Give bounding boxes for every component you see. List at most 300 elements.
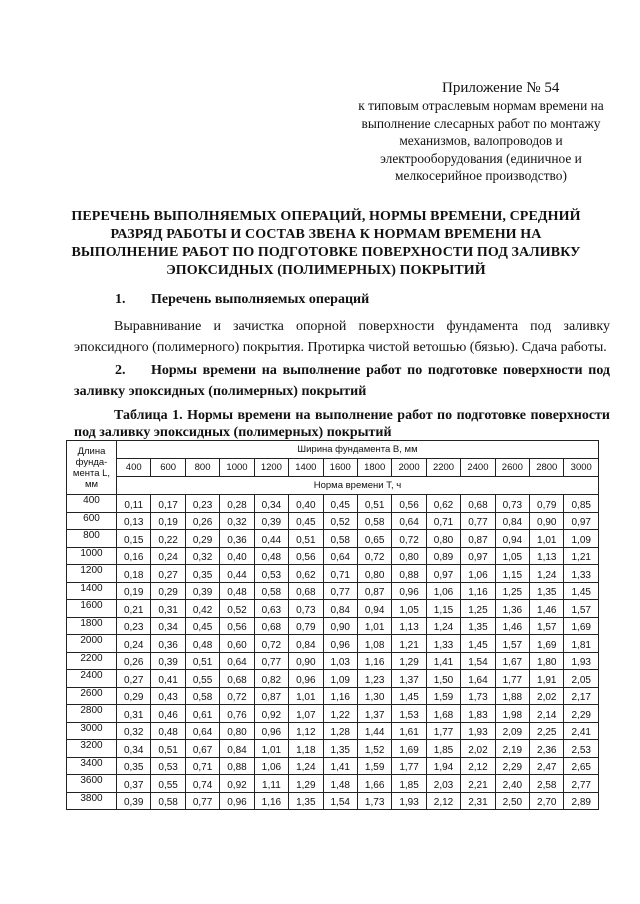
- norm-value-cell: 0,45: [289, 512, 323, 530]
- table-caption: Таблица 1. Нормы времени на выполнение работ по подготовке поверхности под заливку эпоксидных (полимерных) покрытий: [74, 408, 610, 440]
- norm-value-cell: 1,44: [357, 722, 391, 740]
- norm-value-cell: 0,62: [426, 495, 460, 513]
- norm-value-cell: 0,64: [220, 652, 254, 670]
- length-cell: 600: [67, 512, 117, 530]
- length-cell: 3400: [67, 757, 117, 775]
- norm-value-cell: 0,97: [426, 565, 460, 583]
- length-cell: 1000: [67, 547, 117, 565]
- norm-value-cell: 0,80: [220, 722, 254, 740]
- table-row: [67, 670, 599, 688]
- section-2-heading: [74, 360, 610, 402]
- norm-value-cell: 2,21: [461, 775, 495, 793]
- norm-value-cell: 0,94: [357, 600, 391, 618]
- norm-value-cell: 1,13: [392, 617, 426, 635]
- table-row: [67, 495, 599, 513]
- norm-value-cell: 1,93: [392, 792, 426, 810]
- norm-value-cell: 2,19: [495, 740, 529, 758]
- norm-value-cell: 0,48: [185, 635, 219, 653]
- norm-value-cell: 0,84: [495, 512, 529, 530]
- norm-value-cell: 1,16: [323, 687, 357, 705]
- norm-value-cell: 0,77: [323, 582, 357, 600]
- norm-value-cell: 0,64: [185, 722, 219, 740]
- norm-value-cell: 1,80: [530, 652, 564, 670]
- norm-value-cell: 1,11: [254, 775, 288, 793]
- norm-value-cell: 0,94: [495, 530, 529, 548]
- norm-value-cell: 0,21: [117, 600, 151, 618]
- norm-value-cell: 0,29: [117, 687, 151, 705]
- norm-value-cell: 0,40: [220, 547, 254, 565]
- norm-value-cell: 0,51: [185, 652, 219, 670]
- norm-value-cell: 0,79: [530, 495, 564, 513]
- norm-value-cell: 0,51: [357, 495, 391, 513]
- table-row: [67, 722, 599, 740]
- norm-value-cell: 0,22: [151, 530, 185, 548]
- norm-value-cell: 0,62: [289, 565, 323, 583]
- norm-value-cell: 0,74: [185, 775, 219, 793]
- norm-value-cell: 0,42: [185, 600, 219, 618]
- norm-value-cell: 0,61: [185, 705, 219, 723]
- norm-value-cell: 0,52: [323, 512, 357, 530]
- norm-value-cell: 1,28: [323, 722, 357, 740]
- norm-value-cell: 1,08: [357, 635, 391, 653]
- norm-value-cell: 1,98: [495, 705, 529, 723]
- norm-value-cell: 1,25: [461, 600, 495, 618]
- table-row: [67, 687, 599, 705]
- norm-value-cell: 0,19: [117, 582, 151, 600]
- norm-value-cell: 0,84: [323, 600, 357, 618]
- norm-value-cell: 0,32: [117, 722, 151, 740]
- norm-value-cell: 1,01: [289, 687, 323, 705]
- norm-value-cell: 0,44: [254, 530, 288, 548]
- norm-value-cell: 0,39: [117, 792, 151, 810]
- table-row: [67, 582, 599, 600]
- norm-value-cell: 2,77: [564, 775, 599, 793]
- norm-value-cell: 1,29: [392, 652, 426, 670]
- section-1-number: 1.: [115, 292, 126, 307]
- norm-value-cell: 0,89: [426, 547, 460, 565]
- norm-header: Норма времени T, ч: [117, 477, 599, 495]
- norm-value-cell: 0,29: [151, 582, 185, 600]
- length-cell: 1200: [67, 565, 117, 583]
- norm-value-cell: 1,77: [392, 757, 426, 775]
- table-row: [67, 617, 599, 635]
- length-cell: 1600: [67, 600, 117, 618]
- norm-value-cell: 0,36: [220, 530, 254, 548]
- norm-value-cell: 2,70: [530, 792, 564, 810]
- norm-value-cell: 2,31: [461, 792, 495, 810]
- norms-table: [66, 440, 599, 810]
- norm-value-cell: 1,52: [357, 740, 391, 758]
- norm-value-cell: 1,15: [426, 600, 460, 618]
- norm-value-cell: 1,06: [461, 565, 495, 583]
- norm-value-cell: 0,88: [392, 565, 426, 583]
- norm-value-cell: 0,48: [254, 547, 288, 565]
- norm-value-cell: 2,02: [461, 740, 495, 758]
- norm-value-cell: 2,41: [564, 722, 599, 740]
- norm-value-cell: 0,58: [185, 687, 219, 705]
- section-1-text: Выравнивание и зачистка опорной поверхности фундамента под заливку эпоксидного (полимерного) покрытия. Протирка чистой ветошью (бязью). Сдача работы.: [74, 319, 610, 355]
- norm-value-cell: 1,69: [530, 635, 564, 653]
- norm-value-cell: 0,36: [151, 635, 185, 653]
- norm-value-cell: 1,09: [323, 670, 357, 688]
- norm-value-cell: 1,66: [357, 775, 391, 793]
- length-cell: 2000: [67, 635, 117, 653]
- norm-value-cell: 1,01: [530, 530, 564, 548]
- length-cell: 3000: [67, 722, 117, 740]
- table-row: [67, 512, 599, 530]
- length-cell: 2400: [67, 670, 117, 688]
- norm-value-cell: 0,34: [117, 740, 151, 758]
- width-col-header: 2000: [392, 459, 426, 477]
- norm-value-cell: 0,64: [323, 547, 357, 565]
- norm-value-cell: 0,55: [151, 775, 185, 793]
- width-col-header: 2400: [461, 459, 495, 477]
- table-row: [67, 652, 599, 670]
- norm-value-cell: 1,18: [289, 740, 323, 758]
- norm-value-cell: 0,71: [426, 512, 460, 530]
- norm-value-cell: 2,40: [495, 775, 529, 793]
- norm-value-cell: 0,23: [117, 617, 151, 635]
- norm-value-cell: 1,30: [357, 687, 391, 705]
- norm-value-cell: 1,15: [495, 565, 529, 583]
- norm-value-cell: 0,28: [220, 495, 254, 513]
- norm-value-cell: 0,97: [461, 547, 495, 565]
- norm-value-cell: 0,39: [185, 582, 219, 600]
- norm-value-cell: 0,31: [117, 705, 151, 723]
- norm-value-cell: 0,84: [220, 740, 254, 758]
- norm-value-cell: 1,01: [254, 740, 288, 758]
- norm-value-cell: 0,31: [151, 600, 185, 618]
- width-col-header: 1000: [220, 459, 254, 477]
- norm-value-cell: 2,12: [461, 757, 495, 775]
- width-col-header: 2800: [530, 459, 564, 477]
- norm-value-cell: 2,12: [426, 792, 460, 810]
- norm-value-cell: 1,88: [495, 687, 529, 705]
- norm-value-cell: 1,69: [392, 740, 426, 758]
- norm-value-cell: 1,69: [564, 617, 599, 635]
- norm-value-cell: 0,56: [220, 617, 254, 635]
- norm-value-cell: 0,63: [254, 600, 288, 618]
- norm-value-cell: 1,57: [530, 617, 564, 635]
- norm-value-cell: 0,67: [185, 740, 219, 758]
- norm-value-cell: 1,35: [289, 792, 323, 810]
- norm-value-cell: 0,60: [220, 635, 254, 653]
- norm-value-cell: 0,88: [220, 757, 254, 775]
- norm-value-cell: 0,51: [289, 530, 323, 548]
- norm-value-cell: 0,45: [323, 495, 357, 513]
- norm-value-cell: 0,43: [151, 687, 185, 705]
- table-row: [67, 740, 599, 758]
- width-col-header: 1800: [357, 459, 391, 477]
- norm-value-cell: 1,33: [426, 635, 460, 653]
- norm-value-cell: 0,85: [564, 495, 599, 513]
- norm-value-cell: 1,29: [289, 775, 323, 793]
- width-col-header: 400: [117, 459, 151, 477]
- norm-value-cell: 1,53: [392, 705, 426, 723]
- norm-value-cell: 0,51: [151, 740, 185, 758]
- norm-value-cell: 0,68: [254, 617, 288, 635]
- norm-value-cell: 1,93: [564, 652, 599, 670]
- norm-value-cell: 1,57: [495, 635, 529, 653]
- norm-value-cell: 1,54: [461, 652, 495, 670]
- norm-value-cell: 1,23: [357, 670, 391, 688]
- table-row: [67, 530, 599, 548]
- norm-value-cell: 1,09: [564, 530, 599, 548]
- norm-value-cell: 0,92: [220, 775, 254, 793]
- table-row: [67, 705, 599, 723]
- norm-value-cell: 2,65: [564, 757, 599, 775]
- norm-value-cell: 0,90: [323, 617, 357, 635]
- norm-value-cell: 1,93: [461, 722, 495, 740]
- table-row: [67, 757, 599, 775]
- norm-value-cell: 1,06: [254, 757, 288, 775]
- norm-value-cell: 0,17: [151, 495, 185, 513]
- norm-value-cell: 0,34: [254, 495, 288, 513]
- norm-value-cell: 0,35: [185, 565, 219, 583]
- norm-value-cell: 0,48: [220, 582, 254, 600]
- norm-value-cell: 0,58: [151, 792, 185, 810]
- norm-value-cell: 1,35: [461, 617, 495, 635]
- norm-value-cell: 2,05: [564, 670, 599, 688]
- norm-value-cell: 1,35: [323, 740, 357, 758]
- norm-value-cell: 1,73: [357, 792, 391, 810]
- length-cell: 1400: [67, 582, 117, 600]
- norm-value-cell: 0,34: [151, 617, 185, 635]
- norm-value-cell: 2,36: [530, 740, 564, 758]
- table-body: [67, 495, 599, 810]
- norm-value-cell: 0,27: [151, 565, 185, 583]
- norm-value-cell: 2,29: [564, 705, 599, 723]
- norm-value-cell: 0,97: [564, 512, 599, 530]
- norm-value-cell: 1,13: [530, 547, 564, 565]
- norm-value-cell: 0,56: [289, 547, 323, 565]
- length-cell: 3600: [67, 775, 117, 793]
- norm-value-cell: 0,77: [461, 512, 495, 530]
- norm-value-cell: 1,57: [564, 600, 599, 618]
- table-row: [67, 775, 599, 793]
- norm-value-cell: 0,41: [151, 670, 185, 688]
- norm-value-cell: 0,84: [289, 635, 323, 653]
- length-cell: 2800: [67, 705, 117, 723]
- width-header: Ширина фундамента B, мм: [117, 441, 599, 459]
- norm-value-cell: 1,48: [323, 775, 357, 793]
- norm-value-cell: 1,85: [426, 740, 460, 758]
- norm-value-cell: 0,87: [461, 530, 495, 548]
- norm-value-cell: 0,87: [357, 582, 391, 600]
- norm-value-cell: 1,61: [392, 722, 426, 740]
- width-col-header: 3000: [564, 459, 599, 477]
- norm-value-cell: 1,41: [426, 652, 460, 670]
- norm-value-cell: 1,36: [495, 600, 529, 618]
- section-1-title: Перечень выполняемых операций: [151, 292, 370, 307]
- norm-value-cell: 0,96: [254, 722, 288, 740]
- norm-value-cell: 0,46: [151, 705, 185, 723]
- norm-value-cell: 2,25: [530, 722, 564, 740]
- section-2-number: 2.: [115, 363, 126, 378]
- table-row: [67, 547, 599, 565]
- norm-value-cell: 0,68: [289, 582, 323, 600]
- norm-value-cell: 1,24: [426, 617, 460, 635]
- norm-value-cell: 0,77: [254, 652, 288, 670]
- length-cell: 3200: [67, 740, 117, 758]
- length-cell: 3800: [67, 792, 117, 810]
- norm-value-cell: 2,14: [530, 705, 564, 723]
- norm-value-cell: 2,50: [495, 792, 529, 810]
- norm-value-cell: 0,96: [392, 582, 426, 600]
- norm-value-cell: 0,44: [220, 565, 254, 583]
- norm-value-cell: 0,79: [289, 617, 323, 635]
- norm-value-cell: 0,48: [151, 722, 185, 740]
- norm-value-cell: 0,73: [289, 600, 323, 618]
- norm-value-cell: 1,37: [357, 705, 391, 723]
- norm-value-cell: 0,32: [220, 512, 254, 530]
- norm-value-cell: 1,94: [426, 757, 460, 775]
- norm-value-cell: 2,89: [564, 792, 599, 810]
- norm-value-cell: 1,85: [392, 775, 426, 793]
- norm-value-cell: 1,59: [426, 687, 460, 705]
- norm-value-cell: 0,26: [117, 652, 151, 670]
- table-row: [67, 600, 599, 618]
- width-col-header: 2600: [495, 459, 529, 477]
- norm-value-cell: 1,41: [323, 757, 357, 775]
- norm-value-cell: 1,16: [254, 792, 288, 810]
- length-cell: 1800: [67, 617, 117, 635]
- length-cell: 2600: [67, 687, 117, 705]
- norm-value-cell: 2,47: [530, 757, 564, 775]
- norm-value-cell: 0,24: [117, 635, 151, 653]
- norm-value-cell: 2,02: [530, 687, 564, 705]
- width-values-row: [67, 459, 599, 477]
- norm-value-cell: 1,64: [461, 670, 495, 688]
- norm-value-cell: 1,67: [495, 652, 529, 670]
- norm-value-cell: 0,87: [254, 687, 288, 705]
- norm-value-cell: 1,77: [495, 670, 529, 688]
- norm-value-cell: 0,96: [323, 635, 357, 653]
- width-col-header: 600: [151, 459, 185, 477]
- norm-value-cell: 0,39: [254, 512, 288, 530]
- norm-value-cell: 0,71: [185, 757, 219, 775]
- norm-value-cell: 1,77: [426, 722, 460, 740]
- norm-value-cell: 1,03: [323, 652, 357, 670]
- norm-value-cell: 0,80: [426, 530, 460, 548]
- norm-value-cell: 0,32: [185, 547, 219, 565]
- norm-value-cell: 0,72: [220, 687, 254, 705]
- norm-value-cell: 0,18: [117, 565, 151, 583]
- length-cell: 800: [67, 530, 117, 548]
- norm-value-cell: 1,35: [530, 582, 564, 600]
- norm-value-cell: 0,19: [151, 512, 185, 530]
- norm-value-cell: 0,72: [254, 635, 288, 653]
- norm-value-cell: 0,45: [185, 617, 219, 635]
- norm-value-cell: 0,37: [117, 775, 151, 793]
- norm-value-cell: 0,53: [254, 565, 288, 583]
- norm-value-cell: 0,29: [185, 530, 219, 548]
- norm-value-cell: 1,54: [323, 792, 357, 810]
- table-row: [67, 792, 599, 810]
- norm-value-cell: 1,12: [289, 722, 323, 740]
- norm-value-cell: 1,24: [289, 757, 323, 775]
- norm-value-cell: 0,71: [323, 565, 357, 583]
- norm-value-cell: 0,27: [117, 670, 151, 688]
- norm-value-cell: 0,52: [220, 600, 254, 618]
- document-title: ПЕРЕЧЕНЬ ВЫПОЛНЯЕМЫХ ОПЕРАЦИЙ, НОРМЫ ВРЕМЕНИ, СРЕДНИЙ РАЗРЯД РАБОТЫ И СОСТАВ ЗВЕНА К НОРМАМ ВРЕМЕНИ НА ВЫПОЛНЕНИЕ РАБОТ ПО ПОДГОТОВКЕ ПОВЕРХНОСТИ ПОД ЗАЛИВКУ ЭПОКСИДНЫХ (ПОЛИМЕРНЫХ) ПОКРЫТИЙ: [71, 209, 581, 278]
- norm-value-cell: 0,72: [392, 530, 426, 548]
- norm-value-cell: 0,90: [530, 512, 564, 530]
- norm-value-cell: 0,96: [220, 792, 254, 810]
- norm-value-cell: 1,50: [426, 670, 460, 688]
- length-header: Длина фунда- мента L, мм: [67, 441, 117, 495]
- norm-value-cell: 1,68: [426, 705, 460, 723]
- norm-value-cell: 0,15: [117, 530, 151, 548]
- norm-value-cell: 0,13: [117, 512, 151, 530]
- norm-value-cell: 1,07: [289, 705, 323, 723]
- norm-value-cell: 0,96: [289, 670, 323, 688]
- norm-value-cell: 1,21: [564, 547, 599, 565]
- norm-value-cell: 1,16: [461, 582, 495, 600]
- norm-value-cell: 1,06: [426, 582, 460, 600]
- norm-value-cell: 1,45: [392, 687, 426, 705]
- norm-value-cell: 0,82: [254, 670, 288, 688]
- norm-value-cell: 0,65: [357, 530, 391, 548]
- norm-value-cell: 0,56: [392, 495, 426, 513]
- norm-value-cell: 0,68: [220, 670, 254, 688]
- appendix-subtitle: к типовым отраслевым нормам времени на выполнение слесарных работ по монтажу механизмов, валопроводов и электрооборудования (единичное и мелкосерийное производство): [358, 98, 604, 184]
- width-col-header: 1600: [323, 459, 357, 477]
- table-row: [67, 635, 599, 653]
- norm-value-cell: 1,91: [530, 670, 564, 688]
- norm-value-cell: 0,24: [151, 547, 185, 565]
- norm-value-cell: 1,46: [530, 600, 564, 618]
- norm-value-cell: 0,23: [185, 495, 219, 513]
- norm-value-cell: 1,45: [461, 635, 495, 653]
- norm-value-cell: 0,80: [357, 565, 391, 583]
- norm-value-cell: 1,81: [564, 635, 599, 653]
- norm-value-cell: 0,55: [185, 670, 219, 688]
- norm-value-cell: 1,45: [564, 582, 599, 600]
- width-col-header: 1400: [289, 459, 323, 477]
- section-2-title: Нормы времени на выполнение работ по подготовке поверхности под заливку эпоксидных (полимерных) покрытий: [74, 363, 610, 399]
- norm-value-cell: 1,22: [323, 705, 357, 723]
- norm-value-cell: 1,16: [357, 652, 391, 670]
- norm-value-cell: 1,59: [357, 757, 391, 775]
- width-col-header: 800: [185, 459, 219, 477]
- width-col-header: 1200: [254, 459, 288, 477]
- norm-value-cell: 0,26: [185, 512, 219, 530]
- norm-value-cell: 0,58: [357, 512, 391, 530]
- norm-value-cell: 0,53: [151, 757, 185, 775]
- appendix-number: Приложение № 54: [442, 80, 560, 96]
- norm-value-cell: 2,03: [426, 775, 460, 793]
- norm-value-cell: 1,05: [495, 547, 529, 565]
- norm-value-cell: 1,37: [392, 670, 426, 688]
- width-col-header: 2200: [426, 459, 460, 477]
- norm-value-cell: 1,21: [392, 635, 426, 653]
- norm-value-cell: 0,39: [151, 652, 185, 670]
- norm-value-cell: 1,83: [461, 705, 495, 723]
- norm-value-cell: 0,16: [117, 547, 151, 565]
- norm-value-cell: 0,40: [289, 495, 323, 513]
- norm-value-cell: 0,76: [220, 705, 254, 723]
- norm-value-cell: 2,29: [495, 757, 529, 775]
- norm-value-cell: 1,25: [495, 582, 529, 600]
- section-1-heading: [115, 292, 369, 308]
- norm-value-cell: 0,92: [254, 705, 288, 723]
- norm-value-cell: 0,64: [392, 512, 426, 530]
- norm-value-cell: 0,58: [323, 530, 357, 548]
- length-cell: 400: [67, 495, 117, 513]
- norm-value-cell: 1,24: [530, 565, 564, 583]
- norm-value-cell: 1,46: [495, 617, 529, 635]
